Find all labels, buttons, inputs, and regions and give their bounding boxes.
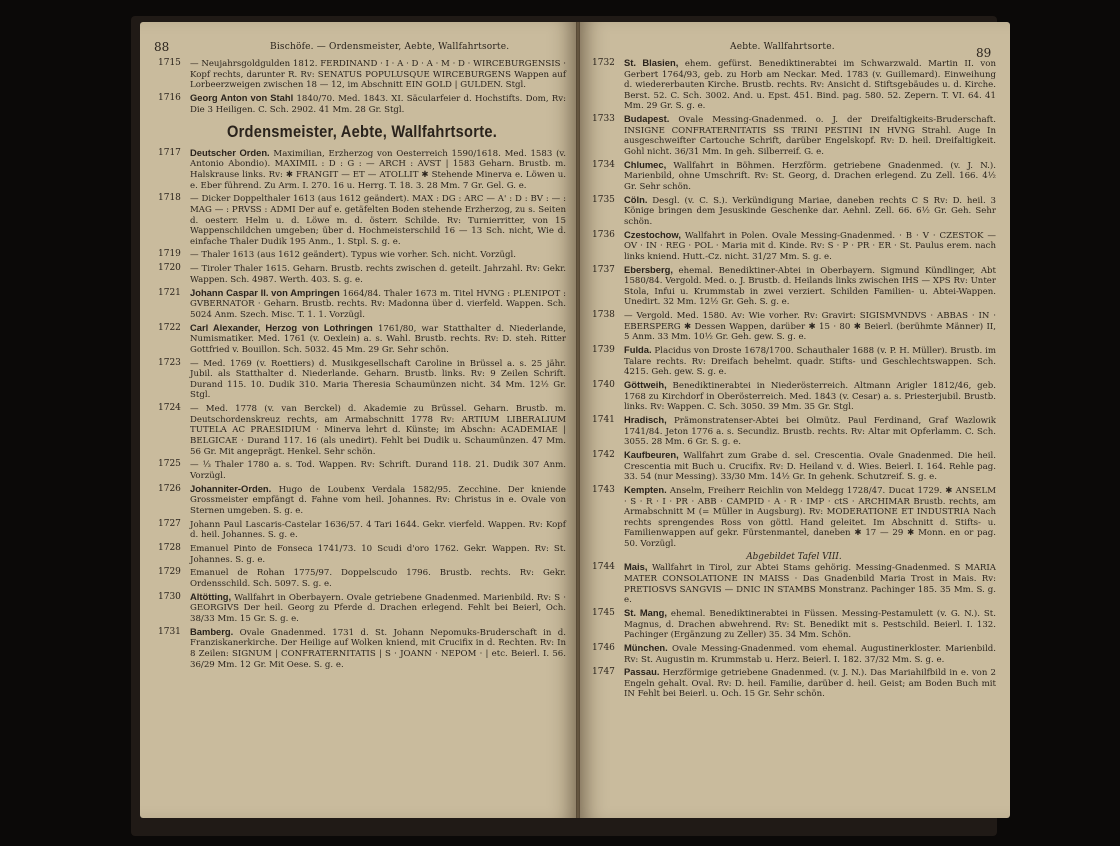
catalog-entry [592, 265, 996, 308]
entry-heading: St. Mang, [624, 606, 667, 618]
catalog-entry [592, 160, 996, 193]
catalog-entry [592, 608, 996, 641]
catalog-entry [592, 58, 996, 112]
catalog-entry [158, 358, 566, 401]
entry-number: 1737 [592, 264, 615, 275]
entry-text [624, 58, 996, 112]
entry-description: Wallfahrt in Polen. Ovale Messing-Gnadenmed. · B · V · CZESTOK — OV · IN · REG · POL · Maria mit d. Kinde. Rv: S · P · PR · ER · St. Paulus erem. nach links kniend. Hutt.-Cz. nicht. 31/27 Mm. S. g. e. [624, 230, 996, 262]
entry-number: 1738 [592, 310, 615, 321]
entry-text [190, 323, 566, 356]
entry-text [190, 403, 566, 457]
catalog-entry [592, 310, 996, 343]
entry-description: ehem. gefürst. Benediktinerabtei im Schwarzwald. Martin II. von Gerbert 1764/93, geb. zu Horb am Neckar. Med. 1783 (v. Guillemard). Einweihung d. wiedererbauten Kirche. Brustb. rechts. Rv: Ansicht d. Stiftsgebäudes u. d. Kirche. Berst. 52. C. Sch. 3002. And. u. Epst. 451. Bind. pag. 580. 52. Zepern. T. VI. 64. 41 Mm. 29 Gr. S. g. e. [624, 59, 996, 112]
entry-heading: Budapest. [624, 113, 670, 125]
entry-text [624, 160, 996, 193]
catalog-entry [158, 592, 566, 625]
entry-description: Ovale Messing-Gnadenmed. o. J. der Dreifaltigkeits-Bruderschaft. INSIGNE CONFRATERNITATIS SS TRINI PESTINI IN HVNG Strahl. Auge In ausgeschweifter Cartouche Schrift, darüber Engelskopf. Rv: D. heil. Dreifaltigkeit. Gohl nicht. 36/31 Mm. In geh. Silberreif. G. e. [624, 115, 996, 157]
entry-heading: Czestochow, [624, 228, 681, 240]
entry-description: Placidus von Droste 1678/1700. Schauthaler 1688 (v. P. H. Müller). Brustb. im Talare rechts. Rv: Dreifach behelmt. quadr. Stifts- und Geschlechtswappen. Sch. 4215. Geh. gew. S. g. e. [624, 346, 996, 378]
entry-heading: München. [624, 641, 668, 653]
entry-text [624, 643, 996, 665]
entry-number: 1741 [592, 415, 615, 426]
entry-text [624, 230, 996, 263]
left-running-header: Bischöfe. — Ordensmeister, Aebte, Wallfahrtsorte. [270, 42, 510, 52]
left-page-content [140, 58, 576, 670]
entry-text [624, 562, 996, 605]
entry-number: 1744 [592, 562, 615, 573]
entry-description: — Med. 1778 (v. van Berckel) d. Akademie zu Brüssel. Geharn. Brustb. m. Deutschordenskreuz rechts, am Armabschnitt 1778 Rv: ARTIUM LIBERALIUM TUTELA AC PRAESIDIUM · Minerva lehrt d. Künste; im Abschn: ACADEMIAE | BELGICAE · Durand 117. 16 (als unedirt). Fehlt bei Dudik u. Schaumünzen. 47 Mm. 56 Gr. Mit angeprägt. Henkel. Sehr schön. [190, 404, 566, 457]
left-main-entries [158, 148, 566, 670]
entry-heading: St. Blasien, [624, 57, 679, 68]
entry-number: 1725 [158, 459, 181, 470]
entry-description: Emanuel Pinto de Fonseca 1741/73. 10 Scudi d'oro 1762. Gekr. Wappen. Rv: St. Johannes. S. g. e. [190, 544, 566, 565]
entry-text [624, 265, 996, 308]
entry-text [190, 519, 566, 541]
entry-text [190, 249, 566, 261]
entry-text [190, 627, 566, 670]
catalog-entry [592, 345, 996, 378]
right-page-content [580, 58, 1010, 700]
catalog-entry [158, 459, 566, 481]
entry-description: — ⅓ Thaler 1780 a. s. Tod. Wappen. Rv: Schrift. Durand 118. 21. Dudik 307 Anm. Vorzügl. [190, 460, 566, 481]
entry-heading: Altötting, [190, 590, 232, 602]
entry-description: Ovale Messing-Gnadenmed. vom ehemal. Augustinerkloster. Marienbild. Rv: St. Augustin m. Krummstab u. Herz. Beierl. I. 182. 37/32 Mm. S. g. e. [624, 643, 996, 665]
entry-description: — Thaler 1613 (aus 1612 geändert). Typus wie vorher. Sch. nicht. Vorzügl. [190, 250, 517, 261]
entry-number: 1735 [592, 194, 615, 205]
entry-number: 1740 [592, 380, 615, 391]
entry-text [190, 484, 566, 517]
catalog-entry [158, 567, 566, 589]
catalog-entry [592, 230, 996, 263]
entry-text [624, 114, 996, 157]
catalog-entry [158, 323, 566, 356]
catalog-entry [158, 249, 566, 261]
entry-text [190, 193, 566, 247]
catalog-entry [158, 263, 566, 285]
entry-heading: Deutscher Orden. [190, 146, 270, 158]
entry-description: — Med. 1769 (v. Roettiers) d. Musikgesellschaft Caroline in Brüssel a. s. 25 jähr. Jubil. als Statthalter d. Niederlande. Geharn. Brustb. links. Rv: 9 Zeilen Schrift. Durand 115. 10. Dudik 310. Maria Theresia Schaumünzen nicht. 34 Mm. 12½ Gr. Stgl. [190, 358, 566, 401]
entry-description: Wallfahrt zum Grabe d. sel. Crescentia. Ovale Gnadenmed. Die heil. Crescentia mit Buch u. Crucifix. Rv: D. Heiland v. d. Wies. Beierl. I. 164. Rehle pag. 33. 54 (nur Messing). 33/30 Mm. 14½ Gr. In gehenk. Schutzreif. S. g. e. [624, 451, 996, 483]
entry-text [190, 592, 566, 625]
entry-number: 1736 [592, 229, 615, 240]
entry-number: 1727 [158, 518, 181, 529]
entry-heading: Fulda. [624, 344, 652, 356]
entry-text [624, 415, 996, 448]
entry-number: 1718 [158, 193, 181, 204]
entry-number: 1731 [158, 626, 181, 637]
catalog-entry [592, 380, 996, 413]
entry-heading: Passau. [624, 666, 660, 678]
entry-description: Benediktinerabtei in Niederösterreich. Altmann Arigler 1812/46, geb. 1768 zu Kirchdorf in Oberösterreich. Med. 1843 (v. Cesar) a. s. Priesterjubil. Brustb. links. Rv: Wappen. C. Sch. 3050. 39 Mm. 35 Gr. Stgl. [624, 381, 996, 413]
catalog-entry [592, 667, 996, 700]
catalog-entry [158, 148, 566, 191]
entry-number: 1720 [158, 263, 181, 274]
entry-heading: Mais, [624, 561, 648, 573]
entry-description: Herzförmige getriebene Gnadenmed. (v. J. N.). Das Mariahilfbild in e. von 2 Engeln gehalt. Oval. Rv: D. heil. Familie, darüber d. heil. Geist; am Boden Buch mit IN Fehlt bei Beierl. u. Och. 15 Gr. Sehr schön. [624, 668, 996, 700]
entry-description: 1761/80, war Statthalter d. Niederlande, Numismatiker. Med. 1761 (v. Oexlein) a. s. Wahl. Brustb. rechts. Rv: D. steh. Ritter Gottfried v. Bouillon. Sch. 5032. 45 Mm. 29 Gr. Sehr schön. [190, 323, 566, 355]
entry-number: 1746 [592, 642, 615, 653]
left-page-number: 88 [154, 40, 170, 54]
entry-text [190, 358, 566, 401]
entry-heading: Cöln. [624, 193, 648, 205]
section-title: Ordensmeister, Aebte, Wallfahrtsorte. [226, 122, 498, 142]
right-running-header: Aebte. Wallfahrtsorte. [730, 42, 835, 52]
entry-description: — Neujahrsgoldgulden 1812. FERDINAND · I · A · D · A · M · D · WIRCEBURGENSIS · Kopf rechts, darunter R. Rv: SENATUS POPULUSQUE WIRCEBURGENS Wappen auf Lorbeerzweigen zwischen 18 — 12, im Abschnitt EIN GOLD | GULDEN. Stgl. [190, 59, 566, 91]
entry-number: 1734 [592, 159, 615, 170]
entry-description: Wallfahrt in Oberbayern. Ovale getriebene Gnadenmed. Marienbild. Rv: S · GEORGIVS Der heil. Georg zu Pferde d. Drachen erlegend. Fehlt bei Beierl, Och. 38/33 Mm. 15 Gr. S. g. e. [190, 592, 566, 624]
entry-number: 1717 [158, 147, 181, 158]
entry-heading: Georg Anton von Stahl [190, 91, 294, 103]
entry-text [624, 310, 996, 343]
left-page-header [140, 22, 576, 58]
left-page [140, 22, 576, 818]
catalog-entry [592, 562, 996, 605]
entry-number: 1724 [158, 403, 181, 414]
entry-number: 1723 [158, 357, 181, 368]
catalog-entry [592, 450, 996, 483]
entry-heading: Kempten. [624, 484, 667, 496]
entry-heading: Carl Alexander, Herzog von Lothringen [190, 321, 373, 333]
catalog-entry [592, 643, 996, 665]
entry-description: ehemal. Benediktiner-Abtei in Oberbayern. Sigmund Kündlinger, Abt 1580/84. Vergold. Med. o. J. Brustb. d. Heilands links zwischen IHS — XPS Rv: Unter Stola, Infui u. Krummstab in zwei verziert. Schilden Familien- u. Abtei-Wappen. Unedirt. 32 Mm. 12½ Gr. Geh. S. g. e. [624, 265, 996, 308]
entry-description: Johann Paul Lascaris-Castelar 1636/57. 4 Tari 1644. Gekr. vierfeld. Wappen. Rv: Kopf d. heil. Johannes. S. g. e. [190, 519, 566, 541]
entry-number: 1745 [592, 607, 615, 618]
entry-heading: Chlumec, [624, 158, 667, 170]
entry-heading: Ebersberg, [624, 263, 673, 275]
entry-description: — Dicker Doppelthaler 1613 (aus 1612 geändert). MAX : DG : ARC — A' : D : BV : — : MAG — : PRVSS : ADMI Der auf e. getäfelten Boden stehende Erzherzog, zu s. Seiten d. oesterr. Helm u. d. Löwe m. d. österr. Schilde. Rv: Turnierritter, von 15 Wappenschildchen umgeben; über d. Hochmeisterschild 16 — 13 Sch. nicht, Wie d. einfache Thaler Dudik 195 Anm., 1. Stpl. S. g. e. [190, 194, 566, 247]
entry-text [624, 485, 996, 550]
entry-number: 1726 [158, 483, 181, 494]
catalog-entry [158, 543, 566, 565]
entry-description: 1664/84. Thaler 1673 m. Titel HVNG : PLENIPOT : GVBERNATOR · Geharn. Brustb. rechts. Rv: Madonna über d. vierfeld. Wappen. Sch. 5024 Anm. Szech. Misc. T. 1. 1. Vorzügl. [190, 288, 567, 320]
catalog-entry [158, 93, 566, 115]
entry-number: 1739 [592, 345, 615, 356]
entry-description: Wallfahrt in Böhmen. Herzförm. getriebene Gnadenmed. (v. J. N.). Marienbild, ohne Umschrift. Rv: St. Georg, d. Drachen erlegend. Zu Zell. 166. 4½ Gr. Sehr schön. [624, 160, 996, 192]
catalog-entry [592, 114, 996, 157]
entry-number: 1743 [592, 485, 615, 496]
entry-number: 1716 [158, 92, 181, 103]
entry-heading: Hradisch, [624, 414, 667, 426]
catalog-entry [158, 403, 566, 457]
entry-text [190, 263, 566, 285]
entry-description: Maximilian, Erzherzog von Oesterreich 1590/1618. Med. 1583 (v. Antonio Abondio). MAXIMIL : D : G : — ARCH : AVST | 1583 Geharn. Brustb. m. Halskrause links. Rv: ✱ FRANGIT — ET — ATOLLIT ✱ Stehende Minerva e. Löwen u. e. Eber führend. Zu Arm. I. 270. 16 u. Herrg. T. 18. 3. 28 Mm. 7 Gr. Gel. G. e. [190, 148, 566, 191]
entry-number: 1730 [158, 591, 181, 602]
entry-number: 1729 [158, 567, 181, 578]
entry-description: Emanuel de Rohan 1775/97. Doppelscudo 1796. Brustb. rechts. Rv: Gekr. Ordensschild. Sch. 5097. S. g. e. [190, 568, 566, 589]
catalog-entry [158, 288, 566, 321]
entry-number: 1733 [592, 114, 615, 125]
left-top-entries [158, 58, 566, 115]
entry-number: 1721 [158, 287, 181, 298]
entry-text [190, 58, 566, 91]
entry-description: — Vergold. Med. 1580. Av: Wie vorher. Rv: Gravirt: SIGISMVNDVS · ABBAS · IN · EBERSPERG ✱ Dessen Wappen, darüber ✱ 15 · 80 ✱ Beierl. (berühmte Männer) II, 5 Anm. 33 Mm. 10½ Gr. Geh. gew. S. g. e. [624, 311, 996, 343]
entry-text [624, 345, 996, 378]
entry-number: 1742 [592, 450, 615, 461]
entry-text [624, 667, 996, 700]
entry-number: 1715 [158, 58, 181, 68]
entry-description: Desgl. (v. C. S.). Verkündigung Mariae, daneben rechts C S Rv: D. heil. 3 Könige bringen dem Jesuskinde Geschenke dar. Aehnl. Zell. 66. 6½ Gr. Geh. Sehr schön. [624, 195, 996, 227]
entry-text [190, 459, 566, 481]
entry-number: 1728 [158, 543, 181, 553]
entry-number: 1722 [158, 322, 181, 333]
right-page-header [580, 22, 1010, 58]
entry-heading: Kaufbeuren, [624, 449, 679, 461]
entry-text [190, 288, 566, 321]
entry-number: 1719 [158, 249, 181, 260]
entry-description: ehemal. Benediktinerabtei in Füssen. Messing-Pestamulett (v. G. N.). St. Magnus, d. Drachen abwehrend. Rv: St. Benedikt mit s. Pestschild. Beierl. I. 132. Pachinger (Ergänzung zu Zeller) 35. 34 Mm. Schön. [624, 608, 996, 641]
entry-number: 1747 [592, 667, 615, 678]
entry-description: Wallfahrt in Tirol, zur Abtei Stams gehörig. Messing-Gnadenmed. S MARIA MATER CONSOLATIONE IN MAISS · Das Gnadenbild Maria Trost in Mais. Rv: PRETIOSVS SANGVIS — DNIC IN STAMBS Monstranz. Pachinger 185. 35 Mm. S. g. e. [624, 563, 996, 606]
entry-description: Hugo de Loubenx Verdala 1582/95. Zecchine. Der kniende Grossmeister empfängt d. Fahne vom heil. Johannes. Rv: Christus in e. Ovale von Sternen umgeben. S. g. e. [190, 484, 566, 516]
catalog-entry [158, 627, 566, 670]
catalog-entry [592, 415, 996, 448]
entry-heading: Bamberg. [190, 625, 234, 637]
entry-text [624, 195, 996, 228]
entry-description: Prämonstratenser-Abtei bei Olmütz. Paul Ferdinand, Graf Wazlowik 1741/84. Jeton 1776 a. s. Secundiz. Brustb. rechts. Rv: Altar mit Opferlamm. C. Sch. 3055. 28 Mm. 6 Gr. S. g. e. [624, 416, 996, 448]
plate-caption: Abgebildet Tafel VIII. [746, 551, 842, 562]
entry-text [190, 567, 566, 589]
entry-heading: Göttweih, [624, 379, 667, 391]
catalog-entry [158, 58, 566, 91]
catalog-entry [158, 484, 566, 517]
entry-text [624, 450, 996, 483]
catalog-entry [158, 193, 566, 247]
entry-description: Ovale Gnadenmed. 1731 d. St. Johann Nepomuks-Bruderschaft in d. Franziskanerkirche. Der Heilige auf Wolken kniend, mit Crucifix in d. Rechten. Rv: In 8 Zeilen: SIGNUM | CONFRATERNITATIS | S · JOANN · NEPOM · | etc. Beierl. I. 56. 36/29 Mm. 12 Gr. Mit Oese. S. g. e. [190, 627, 566, 670]
catalog-entry [592, 485, 996, 550]
entry-heading: Johann Caspar II. von Ampringen [190, 286, 340, 298]
entry-heading: Johanniter-Orden. [190, 482, 272, 494]
entry-text [624, 380, 996, 413]
catalog-entry [158, 519, 566, 541]
entry-number: 1732 [592, 58, 615, 68]
entry-text [190, 543, 566, 565]
entry-text [624, 608, 996, 641]
entry-description: — Tiroler Thaler 1615. Geharn. Brustb. rechts zwischen d. geteilt. Jahrzahl. Rv: Gekr. Wappen. Sch. 4987. Werth. 403. S. g. e. [190, 264, 566, 285]
entry-description: 1840/70. Med. 1843. XI. Säcularfeier d. Hochstifts. Dom, Rv: Die 3 Heiligen. C. Sch. 2902. 41 Mm. 28 Gr. Stgl. [190, 93, 566, 115]
entry-text [190, 93, 566, 115]
catalog-entry [592, 195, 996, 228]
right-page [580, 22, 1010, 818]
entry-text [190, 148, 566, 191]
entry-description: Anselm, Freiherr Reichlin von Meldegg 1728/47. Ducat 1729. ✱ ANSELM · S · R · I · PR · ABB · CAMPID · A · R · IMP · ctS · ARCHIMAR Brustb. rechts, am Armabschnitt M (= Müller in Augsburg). Rv: MODERATIONE ET INDUSTRIA Nach rechts sprengendes Ross von göttl. Hand geleitet. Im Abschnitt d. Stifts- u. Familienwappen auf gekr. Fürstenmantel, daneben ✱ 17 — 29 ✱ Monn. en or pag. 50. Vorzügl. [624, 486, 996, 549]
right-page-number: 89 [976, 46, 992, 60]
